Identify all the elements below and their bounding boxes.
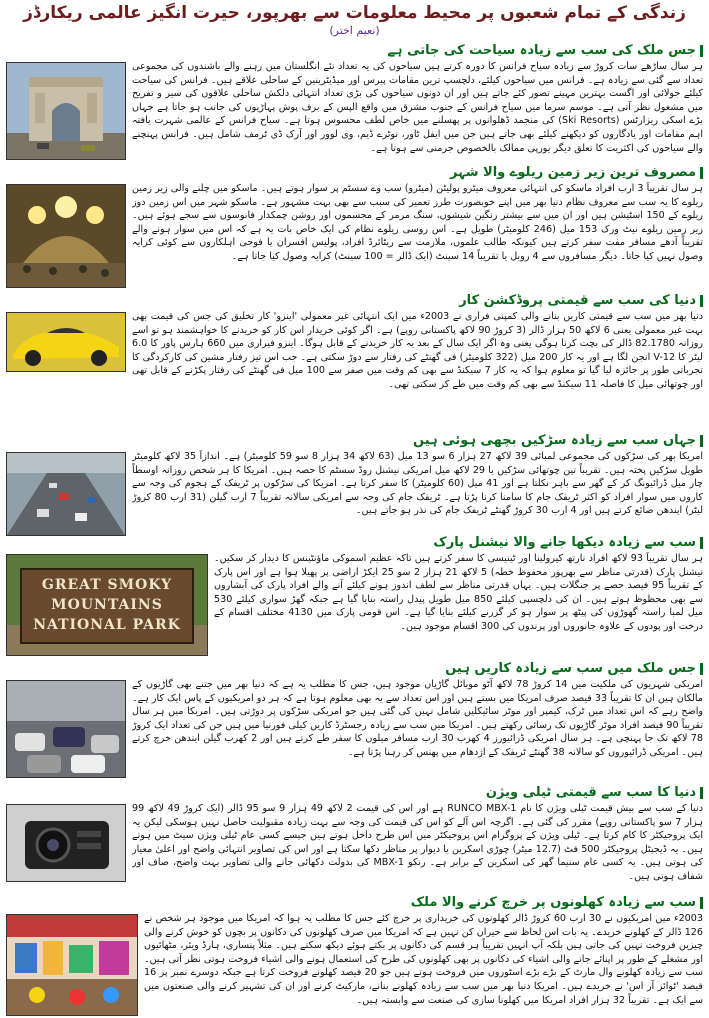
moscow-metro-photo [6,184,126,288]
section-heading: جہاں سب سے زیادہ سڑکیں بچھی ہوئی ہیں [6,432,703,450]
section-text: دنیا کے سب سے بیش قیمت ٹیلی ویژن کا نام RUNCO MBX-1 ہے اور اس کی قیمت 2 لاکھ 49 ہزار 9 سو 95 ڈالر (ایک کروڑ 49 لاکھ 99 ہزار 7 سو پاکستانی روپے) مقرر کی گئی ہے۔ اگرچہ اس آلے کو اس کی قیمت کی وجہ سے بہت زیادہ مقبولیت حاصل نہیں ہوسکی لیکن یہ ایک پروجیکٹر کا کام کرتا ہے۔ ٹیلی ویژن کے پروگرام اس پروجیکٹر میں اس طرح داخل ہوتے ہیں جیسے کسی عام ٹیلی ویژن سیٹ میں ہوتے ہیں۔ یہ ڈیجیٹل پروجیکٹر 500 فٹ (12.7 میٹر) چوڑی اسکرین یا دیوار پر مناظر دکھا سکتا ہے اور اس کی تصاویر انتہائی واضح اور اعلیٰ معیار کی ہوتی ہیں۔ یہ کسی عام سنیما گھر کی اسکرین کے برابر ہے۔ رنکو MBX-1 کی بدولت دکھائی جانے والی تصاویر بہت واضح، صاف اور شفاف ہوتی ہیں۔ [132,803,703,882]
heading-marker-icon [700,663,703,675]
section-heading: مصروف ترین زیر زمین ریلوے والا شہر [6,164,703,182]
section-television [6,784,703,896]
section-text: 2003ء میں امریکیوں نے 30 ارب 60 کروڑ ڈالر کھلونوں کی خریداری پر خرچ کئے جس کا مطلب یہ ہوا کہ امریکا میں موجود ہر شخص نے 126 ڈالر کے کھلونے خریدے۔ یہ بات اس لحاظ سے حیران کن نہیں ہے کہ امریکا میں صرف کھلونوں کی دکانوں پر بچوں کو خوش کرنے والی چیزیں فروخت نہیں کی جاتی ہیں بلکہ آپ انہیں تقریباً ہر قسم کی دکانوں پر بکتے ہوئے دیکھ سکتے ہیں۔ مثلاً پنساری، ہارڈ ویئر، مٹھائیوں اور مشغلے کے طور پر اپنائے جانے والی اشیاء کی دکانوں پر بھی کھلونوں کی طرح کی استعمال ہونے والی اشیاء فروخت ہوتی نظر آتی ہیں۔ سب سے زیادہ کھلونے وال مارٹ کے بڑے بڑے اسٹوروں میں فروخت ہوتے ہیں جو 20 فیصد کھلونے فروخت کرتا ہے جبکہ دوسرے نمبر پر 16 فیصد 'ٹوائز آر اس' نے خریدے ہیں۔ امریکا دنیا بھر میں سب سے زیادہ کھلونے بنانے، مارکیٹ کرنے اور ان کی تشہیر کرنے والی صنعتوں میں سے ایک ہے۔ تقریباً 32 ہزار افراد امریکا میں کھلونا سازی کی صنعت سے وابستہ ہیں۔ [144,913,703,1006]
great-smoky-mountains-sign-photo [6,554,208,656]
section-national-park [6,534,703,662]
page-title: زندگی کے تمام شعبوں پر محیط معلومات سے بھرپور، حیرت انگیز عالمی ریکارڈز [23,3,686,23]
heading-marker-icon [700,295,703,307]
section-text: ہر سال تقریباً 3 ارب افراد ماسکو کی انتہائی معروف میٹرو پولیٹن (میٹرو) سب وے سسٹم پر سوار ہوتے ہیں۔ ماسکو میں چلنے والی زیر زمین ریلوے کا یہ سب سے معروف نظام دنیا بھر میں اپنے خوبصورت طرز تعمیر کی سبب سے بھی بہت مشہور ہے۔ ماسکو شہر میں اس زمین دوز ریلوے کے 150 اسٹیشن ہیں اور ان میں سے بیشتر رنگین شیشوں، سنگ مرمر کے مجسموں اور روشن چمکدار فانوسوں سے سجے ہوئے ہیں۔ زیر زمین ریلوے نیٹ ورک 153 میل (246 کلومیٹر) طویل ہے۔ اس روسی ریلوے نظام کی ایک خاص بات یہ ہے کہ اس میں سوار ہونے والے تقریباً آدھے مسافر مفت سفر کرتے ہیں کیونکہ طالب علموں، ملازمت سے ریٹائرڈ افراد، پولیس افسران یا فوجی اہلکاروں سے کوئی کرایہ وصول نہیں کیا جاتا۔ دیگر مسافروں سے 4 روبل یا تقریباً 14 سینٹ (ایک ڈالر = 100 سینٹ) کرایہ وصول کیا جاتا ہے۔ [132,183,703,262]
section-text: دنیا بھر میں سب سے قیمتی کاریں بنانے والی کمپنی فراری نے 2003ء میں ایک انتہائی غیر معمولی 'اینزو' کار تخلیق کی جس کی قیمت بھی بہت غیر معمولی یعنی 6 لاکھ 50 ہزار ڈالر (3 کروڑ 90 لاکھ پاکستانی روپے) ہے۔ اگر کوئی خریدار اس کار کو خریدنے کا خواہشمند ہو تو اسے روزانہ 82.1780 ڈالر کی بچت کرنا ہوگی یعنی وہ اگر ایک سال کے بعد یہ کار خریدنے کے قابل ہوگا۔ اینزو فیراری میں 660 ہارس پاور کا 6.0 لیٹر کا V-12 انجن لگا ہے اور یہ کار 200 میل (322 کلومیٹر) فی گھنٹے کی رفتار سے دوڑ سکتی ہے۔ جب اس تیز رفتار مشین کی کارکردگی کا تجرباتی طور پر جائزہ لیا گیا تو معلوم ہوا کہ یہ کار 7 سیکنڈ سے بھی کم وقت میں صفر سے 100 میل فی گھنٹے کی رفتار پکڑنے کے قابل تھی اور چوتھائی میل کا فاصلہ 11 سیکنڈ سے بھی کم وقت میں طے کر سکتی تھی۔ [132,311,703,390]
ferrari-enzo-photo [6,312,126,372]
park-sign-text: GREAT SMOKY MOUNTAINS NATIONAL PARK [33,577,181,633]
heading-marker-icon [700,787,703,799]
heading-marker-icon [700,45,703,57]
author-byline: (نعیم اختر) [329,24,380,37]
section-roads [6,432,703,536]
section-heading: سب سے زیادہ کھلونوں پر خرچ کرنے والا ملک [6,894,703,912]
heading-marker-icon [700,537,703,549]
section-heading: دنیا کی سب سے قیمتی پروڈکشن کار [6,292,703,310]
section-ferrari [6,292,703,432]
section-text: امریکی شہریوں کی ملکیت میں 14 کروڑ 78 لاکھ آٹو موبائل گاڑیاں موجود ہیں، جس کا مطلب یہ ہے کہ دنیا بھر میں جتنے بھی گاڑیوں کے مالکان ہیں ان کا تقریباً 33 فیصد صرف امریکا میں بستے ہیں اور اس تعداد سے یہ بھی معلوم ہوتا ہے کہ ہر دو امریکیوں کے پاس ایک کار ہے۔ واضح رہے کہ اس تعداد میں ٹرک، کیمپر اور موٹر سائیکلیں شامل نہیں کی گئی ہیں جو امریکی سڑکوں پر دوڑتی ہیں۔ امریکا میں ہر سال تقریباً 90 فیصد افراد موٹر گاڑیوں تک رسائی رکھتے ہیں۔ امریکا میں سب سے زیادہ رجسٹرڈ کاریں کیلی فورنیا میں ہیں جن کی تعداد ایک کروڑ 78 لاکھ تک جا پہنچی ہے۔ ہر سال امریکی ڈرائیورز 4 کھرب 30 ارب مسافر میلوں کا سفر طے کرتے ہیں اور 2 کھرب گیلن ایندھن خرچ کرتے ہیں۔ امریکی ڈرائیوروں کو سالانہ 38 گھنٹے ٹریفک کے اژدھام میں پھنس کر رہنا پڑتا ہے۔ [132,679,703,758]
heading-marker-icon [700,167,703,179]
section-text: ہر سال ساڑھے سات کروڑ سے زیادہ سیاح فرانس کا دورہ کرتے ہیں سیاحوں کی یہ تعداد نئے انگلستان میں رہنے والے باشندوں کی مجموعی تعداد سے گئی سے زیادہ ہے۔ فرانس میں سیاحوں کیلئے، دلچسپ ترین مقامات پیرس اور میڈیٹرینین کے ساحلی علاقے ہیں۔ فرانس کی سیاحت کیلئے جولائی اور اگست بہترین مہینے تصور کئے جاتے ہیں اور ان دونوں سیاحوں کی بڑی تعداد انتہائی دلکش ساحلی علاقوں کی سیر و تفریح میں مشغول نظر آتی ہے۔ موسم سرما میں سیاح فرانس کے جنوب مشرق میں واقع الپس کے برف پوش پہاڑیوں کی جانب ہو جاتا ہے جہاں بڑے اسکی ریزارٹس (Ski Resorts) کی منجمد ڈھلوانوں پر پھسلنے میں خاص لطف محسوس ہوتا ہے۔ سیاح فرانس کے عالمی شہرت یافتہ اہم مقامات اور یادگاروں کو دیکھنے کیلئے بھی جاتے ہیں جن میں ایفل ٹاور، نوٹرے ڈیم، وی لوور اور آرک ڈی ٹرمف شامل ہیں۔ فرانس پہنچنے والے سیاحوں کی اکثریت کا تعلق دیگر یورپی ممالک بالخصوص جرمنی سے ہوتا ہے۔ [132,61,703,154]
arc-de-triomphe-photo [6,62,126,160]
runco-projector-photo [6,804,126,882]
section-heading: جس ملک کی سب سے زیادہ سیاحت کی جاتی ہے [6,42,703,60]
section-cars [6,660,703,784]
section-tourism [6,42,703,160]
heading-marker-icon [700,897,703,909]
section-metro [6,164,703,290]
section-text: ہر سال تقریباً 93 لاکھ افراد نارتھ کیرولینا اور ٹینیسی کا سفر کرتے ہیں تاکہ عظیم اسموکی ماؤنٹینس کا دیدار کر سکیں۔ نیشنل پارک (قدرتی مناظر سے بھرپور محفوظ خطہ) 5 لاکھ 21 ہزار 2 سو 25 ایکڑ اراضی پر پھیلا ہوا ہے اور اس پارک کے تقریباً 95 فیصد حصے پر جنگلات ہیں۔ یہاں قدرتی مناظر سے لطف اندوز ہونے کیلئے آنے والے افراد پارک کی آبشاروں سے بھی محظوظ ہوتے ہیں۔ ان کی دلچسپی کیلئے 850 میل طویل پیدل راستہ بنایا گیا ہے جبکہ گھڑ سواری کیلئے 530 میل لمبا راستہ گھوڑوں کی پیٹھ پر سوار ہو کر گزرنے کیلئے بنایا گیا ہے۔ اس قومی پارک میں 4130 مختلف اقسام کے درخت اور پودوں کے علاوہ جانوروں اور پرندوں کی 300 اقسام موجود ہیں۔ [214,553,703,632]
heading-marker-icon [700,435,703,447]
cars-traffic-photo [6,680,126,778]
section-heading: جس ملک میں سب سے زیادہ کاریں ہیں [6,660,703,678]
section-toys [6,894,703,1016]
highway-traffic-photo [6,452,126,536]
section-text: امریکا بھر کی سڑکوں کی مجموعی لمبائی 39 لاکھ 27 ہزار 6 سو 13 میل (63 لاکھ 34 ہزار 8 سو 59 کلومیٹر) ہے۔ اندازاً 35 لاکھ کلومیٹر طویل سڑکیں پختہ ہیں۔ تقریباً تین چوتھائی سڑکیں یا 29 لاکھ میل امریکی نیشنل روڈ سسٹم کا حصہ ہیں۔ امریکا کا ہر شخص روزانہ اوسطاً چار میل ڈرائیونگ کر کے گھر سے باہر نکلتا ہے اور 41 میل (60 کلومیٹر) کا سفر کرتا ہے۔ امریکا کی سڑکوں پر ٹریفک کے ہجوم کی وجہ سے کاروں میں سوار افراد کو اکثر ٹریفک جام کا سامنا کرنا پڑتا ہے۔ ٹریفک جام کی وجہ سے امریکی سالانہ تقریباً 7 ارب گیلن (31 ارب 80 کروڑ لیٹر) ایندھن ضائع کرتے ہیں اور 4 ارب 30 کروڑ گھنٹے ٹریفک جام کی نذر ہو جاتے ہیں۔ [132,451,703,517]
section-heading: دنیا کا سب سے قیمتی ٹیلی ویژن [6,784,703,802]
toy-store-photo [6,914,138,1016]
section-heading: سب سے زیادہ دیکھا جانے والا نیشنل پارک [6,534,703,552]
